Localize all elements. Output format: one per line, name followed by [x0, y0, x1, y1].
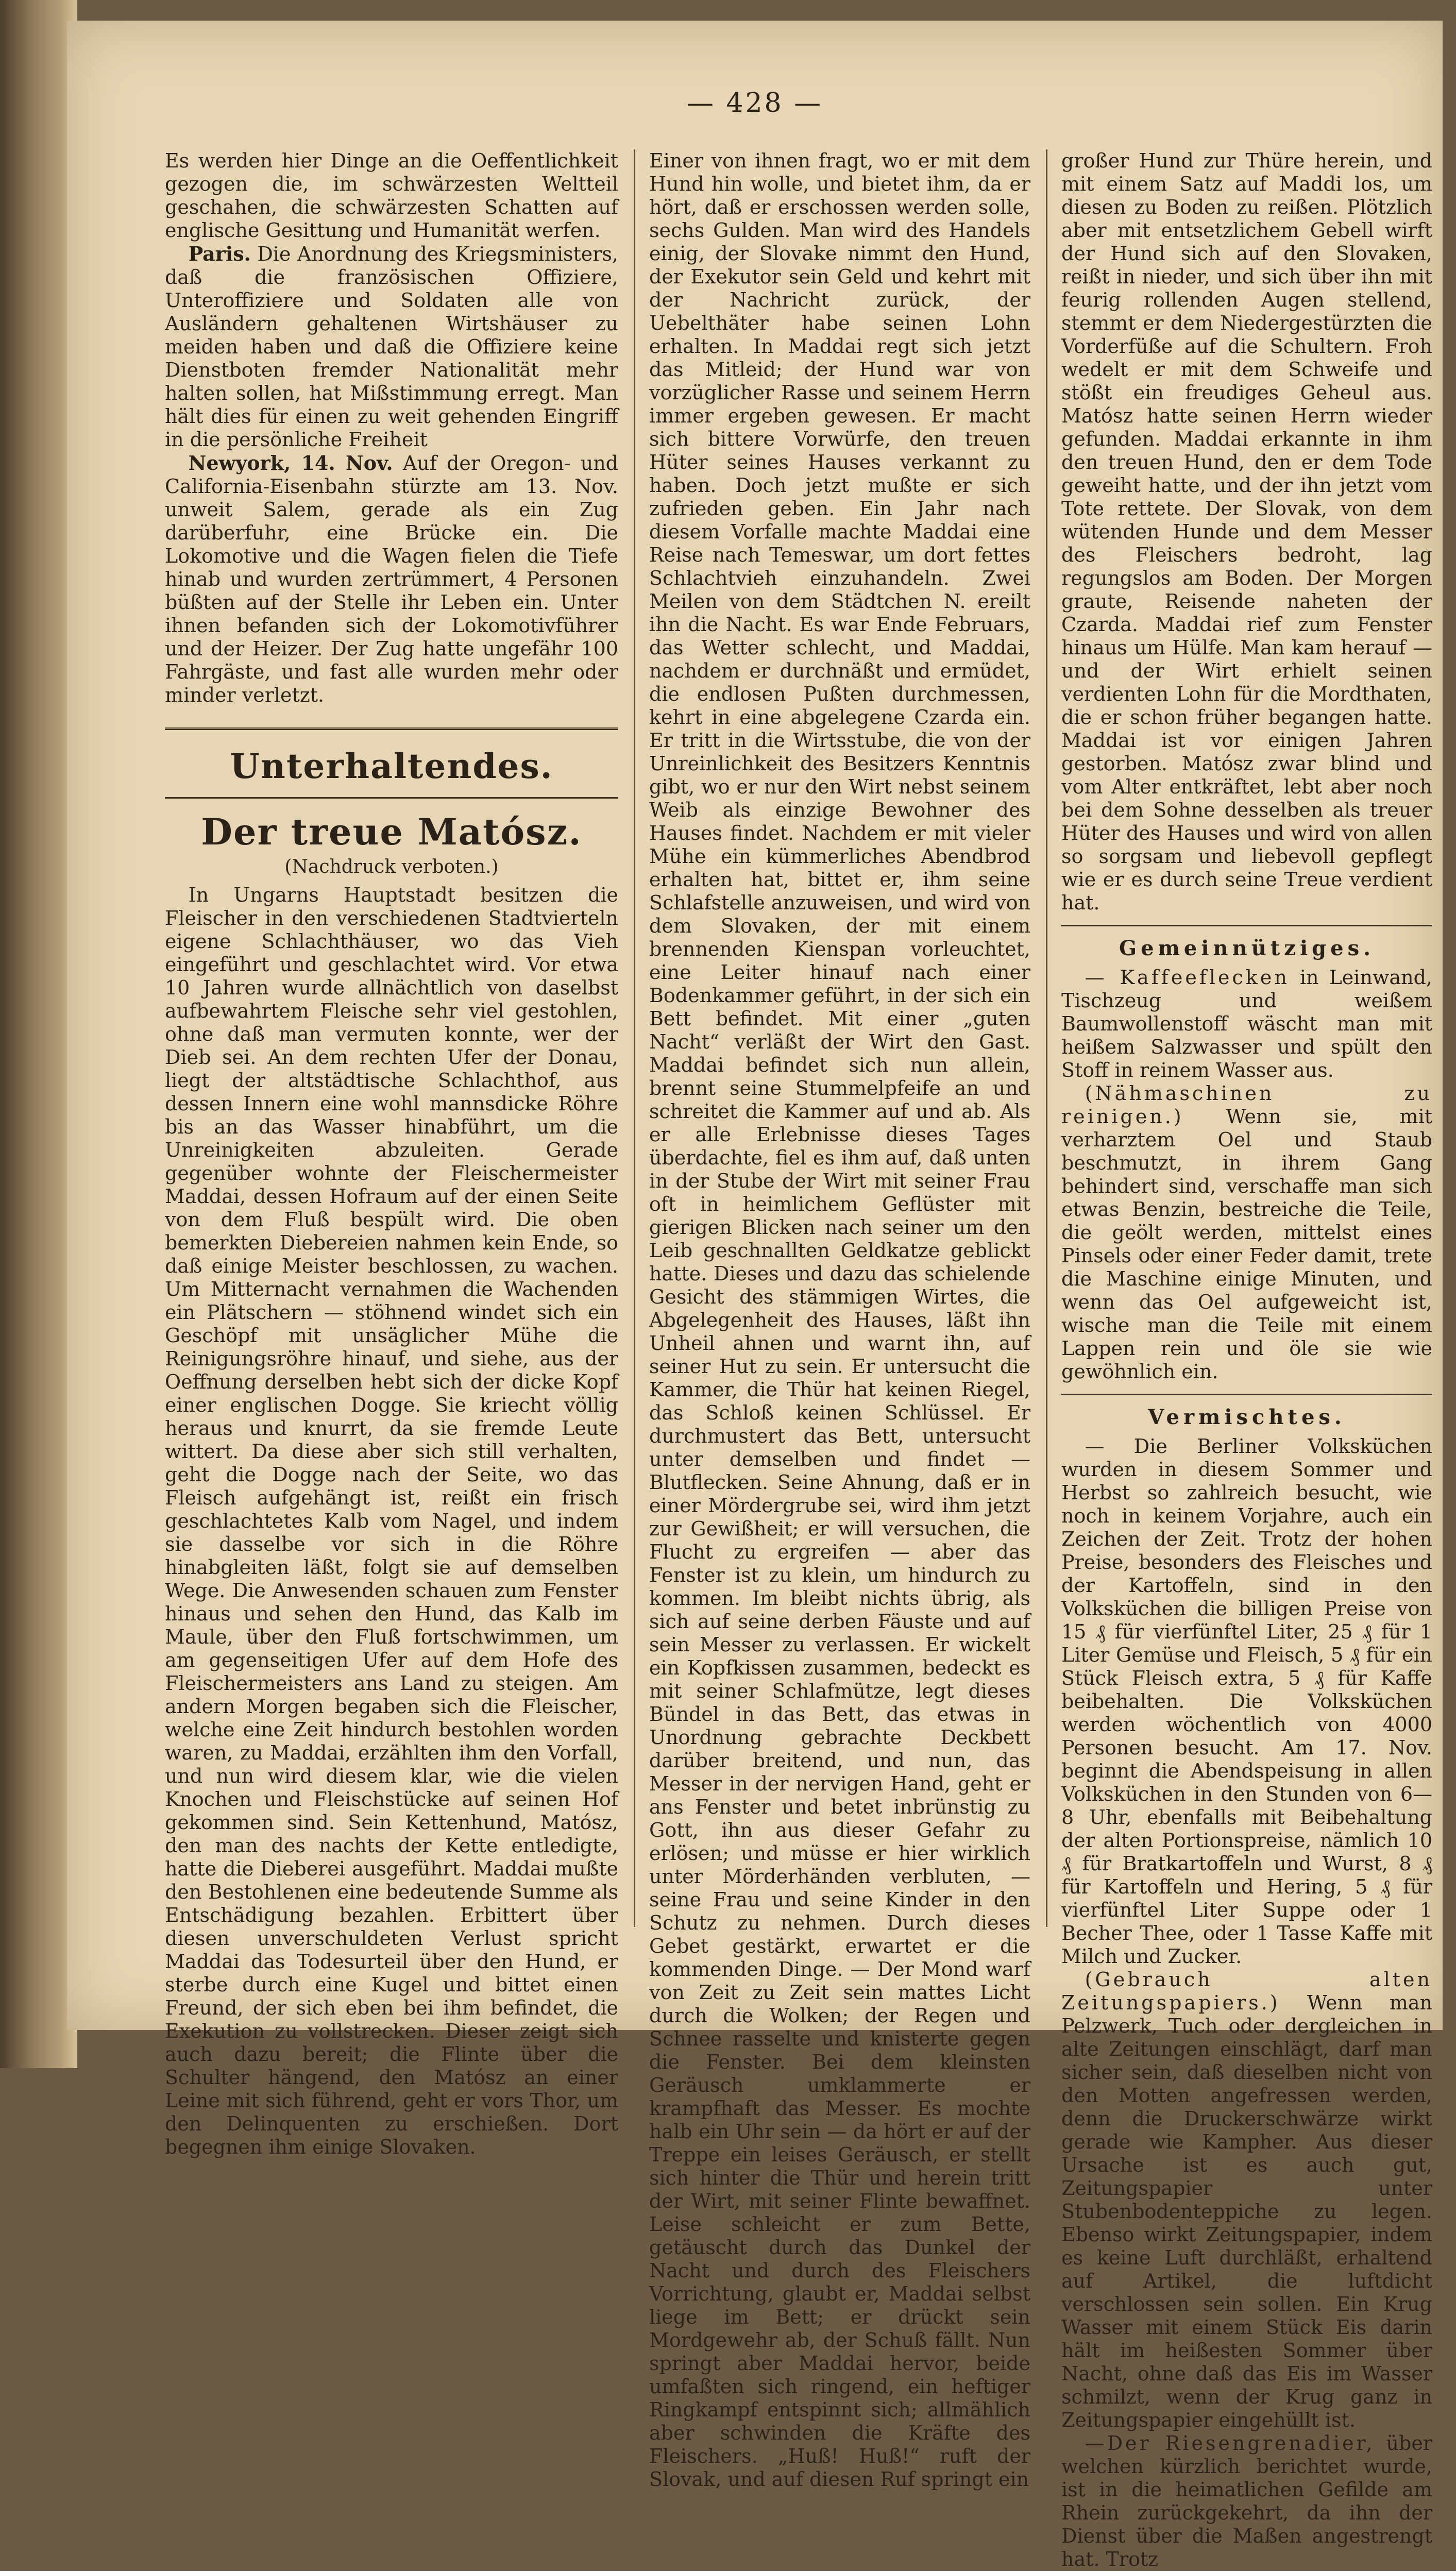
news-item [165, 149, 618, 242]
misc-text: — Die Berliner Volksküchen wurden in diesem Sommer und Herbst so zahlreich besucht, wie noch in keinem Vorjahre, auch ein Zeichen der Zeit. Trotz der hohen Preise, besonders des Fleisches und der Kartoffeln, sind in den Volksküchen die billigen Preise von 15 ₰ für vierfünftel Liter, 25 ₰ für 1 Liter Gemüse und Fleisch, 5 ₰ für ein Stück Fleisch extra, 5 ₰ für Kaffe beibehalten. Die Volksküchen werden wöchentlich von 4000 Personen besucht. Am 17. Nov. beginnt die Abendspeisung in allen Volksküchen in den Stunden von 6—8 Uhr, ebenfalls mit Beibehaltung der alten Portionspreise, nämlich 10 ₰ für Bratkartoffeln und Wurst, 8 ₰ für Kartoffeln und Hering, 5 ₰ für vierfünftel Liter Suppe oder 1 Becher Thee, oder 1 Tasse Kaffe mit Milch und Zucker. [1061, 1435, 1432, 1968]
misc-lead: —Der Riesengrenadier, [1085, 2432, 1375, 2455]
column-divider [1046, 149, 1047, 1927]
story-paragraph: Einer von ihnen fragt, wo er mit dem Hund hin wolle, und bietet ihm, da er hört, daß er erschossen werden solle, sechs Gulden. Man wird des Handels einig, der Slovake nimmt den Hund, der Exekutor sein Geld und kehrt mit der Nachricht zurück, der Uebelthäter habe seinen Lohn erhalten. In Maddai regt sich jetzt das Mitleid; der Hund war von vorzüglicher Rasse und seinem Herrn immer ergeben gewesen. Er macht sich bittere Vorwürfe, den treuen Hüter seines Hauses verkannt zu haben. Doch jetzt mußte er sich zufrieden geben. Ein Jahr nach diesem Vorfalle machte Maddai eine Reise nach Temeswar, um dort fettes Schlachtvieh einzuhandeln. Zwei Meilen von dem Städtchen N. ereilt ihn die Nacht. Es war Ende Februars, das Wetter schlecht, und Maddai, nachdem er durchnäßt und ermüdet, die endlosen Pußten durchmessen, kehrt in eine abgelegene Czarda ein. Er tritt in die Wirtsstube, die von der Unreinlichkeit des Besitzers Kenntnis gibt, wo er nur den Wirt nebst seinem Weib als einzige Bewohner des Hauses findet. Nachdem er mit vieler Mühe ein kümmerliches Abendbrod erhalten hat, bittet er, ihm seine Schlafstelle anzuweisen, und wird von dem Slovaken, der mit einem brennenden Kienspan vorleuchtet, eine Leiter hinauf nach einer Bodenkammer geführt, in der sich ein Bett befindet. Mit einer „guten Nacht“ verläßt der Wirt den Gast. Maddai befindet sich nun allein, brennt seine Stummelpfeife an und schreitet die Kammer auf und ab. Als er alle Erlebnisse dieses Tages überdachte, fiel es ihm auf, daß unten in der Stube der Wirt mit seiner Frau oft in heimlichem Geflüster mit gierigen Blicken nach seiner um den Leib geschnallten Geldkatze geblickt hatte. Dieses und dazu das schielende Gesicht des stämmigen Wirtes, die Abgelegenheit des Hauses, läßt ihn Unheil ahnen und warnt ihn, auf seiner Hut zu sein. Er untersucht die Kammer, die Thür hat keinen Riegel, das Schloß keinen Schlüssel. Er durchmustert das Bett, untersucht unter demselben und findet — Blutflecken. Seine Ahnung, daß er in einer Mördergrube sei, wird ihm jetzt zur Gewißheit; er will versuchen, die Flucht zu ergreifen — aber das Fenster ist zu klein, um hindurch zu kommen. Im bleibt nichts übrig, als sich auf seine derben Fäuste und auf sein Messer zu verlassen. Er wickelt ein Kopfkissen zusammen, bedeckt es mit seiner Schlafmütze, legt dieses Bündel in das Bett, das etwas in Unordnung gebrachte Deckbett darüber breitend, und nun, das Messer in der nervigen Hand, geht er ans Fenster und betet inbrünstig zu Gott, ihn aus dieser Gefahr zu erlösen; und müsse er hier wirklich unter Mörderhänden verbluten, — seine Frau und seine Kinder in den Schutz zu nehmen. Durch dieses Gebet gestärkt, erwartet er die kommenden Dinge. — Der Mond warf von Zeit zu Zeit sein mattes Licht durch die Wolken; der Regen und Schnee rasselte und knisterte gegen die Fenster. Bei dem kleinsten Geräusch umklammerte er krampfhaft das Messer. Es mochte halb ein Uhr sein — da hört er auf der Treppe ein leises Geräusch, er stellt sich hinter die Thür und herein tritt der Wirt, mit seiner Flinte bewaffnet. Leise schleicht er zum Bette, getäuscht durch das Dunkel der Nacht und durch des Fleischers Vorrichtung, glaubt er, Maddai selbst liege im Bett; er drückt sein Mordgewehr ab, der Schuß fällt. Nun springt aber Maddai hervor, beide umfaßten sich ringend, ein heftiger Ringkampf entspinnt sich; allmählich aber schwinden die Kräfte des Fleischers. „Huß! Huß!“ ruft der Slovak, und auf diesen Ruf springt ein [649, 149, 1030, 2491]
section-rule [1061, 925, 1432, 926]
newspaper-page [67, 21, 1443, 2570]
tip-text: Wenn sie, mit verharztem Oel und Staub beschmutzt, in ihrem Gang behindert sind, verschaffe man sich etwas Benzin, bestreiche die Teile, die geölt werden, mittelst eines Pinsels oder einer Feder damit, trete die Maschine einige Minuten, und wenn das Oel aufgeweicht ist, wische man die Teile mit einem Lappen rein und öle sie wie gewöhnlich ein. [1061, 1105, 1432, 1383]
column-divider [634, 149, 635, 1927]
news-text: Es werden hier Dinge an die Oeffentlichkeit gezogen die, im schwärzesten Weltteil geschahen, die schwärzesten Schatten auf englische Gesittung und Humanität werfen. [165, 149, 618, 242]
misc-lead: (Gebrauch alten Zeitungspapiers.) [1061, 1968, 1432, 2014]
column-3 [1061, 149, 1432, 2570]
book-spine [0, 0, 77, 2068]
story-ending: großer Hund zur Thüre herein, und mit einem Satz auf Maddi los, um diesen zu Boden zu reißen. Plötzlich aber mit entsetzlichem Gebell wirft der Hund sich auf den Slovaken, reißt in nieder, und sich über ihn mit feurig rollenden Augen stellend, stemmt er dem Niedergestürzten die Vorderfüße auf die Schultern. Froh wedelt er mit dem Schweife und stößt ein freudiges Geheul aus. Matósz hatte seinen Herrn wieder gefunden. Maddai erkannte in ihm den treuen Hund, den er dem Tode geweiht hatte, und der ihn jetzt vom Tote rettete. Der Slovak, von dem wütenden Hunde und dem Messer des Fleischers bedroht, lag regungslos am Boden. Der Morgen graute, Reisende naheten der Czarda. Maddai rief zum Fenster hinaus um Hülfe. Man kam herauf — und der Wirt erhielt seinen verdienten Lohn für die Mordthaten, die er schon früher begangen hatte. Maddai ist vor einigen Jahren gestorben. Matósz zwar blind und vom Alter entkräftet, lebt aber noch bei dem Sohne desselben als treuer Hüter des Hauses und wird von allen so sorgsam und liebevoll gepflegt wie er es durch seine Treue verdient hat. [1061, 149, 1432, 914]
column-1 [165, 149, 618, 2158]
section-title-vermischtes: Vermischtes. [1148, 1405, 1346, 1429]
column-2 [649, 149, 1030, 2491]
news-dateline: Paris. [188, 242, 251, 265]
story-copyright-note: (Nachdruck verboten.) [284, 856, 499, 877]
title-rule [165, 797, 618, 799]
tip-lead: — Kaffeeflecken [1085, 966, 1290, 989]
misc-text: Wenn man Pelzwerk, Tuch oder dergleichen in alte Zeitungen einschlägt, darf man sicher sein, daß dieselben nicht von den Motten angefressen werden, denn die Druckerschwärze wirkt gerade wie Kampher. Aus dieser Ursache ist es auch gut, Zeitungspapier unter Stubenbodenteppiche zu legen. Ebenso wirkt Zeitungspapier, indem es keine Luft durchläßt, erhaltend auf Artikel, die luftdicht verschlossen sein sollen. Ein Krug Wasser mit einem Stück Eis darin hält im heißesten Sommer über Nacht, ohne daß das Eis im Wasser schmilzt, wenn der Krug ganz in Zeitungspapier eingehüllt ist. [1061, 1991, 1432, 2431]
page-number: — 428 — [686, 88, 823, 119]
news-text: Auf der Oregon- und California-Eisenbahn stürzte am 13. Nov. unweit Salem, gerade als ein Zug darüberfuhr, eine Brücke ein. Die Lokomotive und die Wagen fielen die Tiefe hinab und wurden zertrümmert, 4 Personen büßten auf der Stelle ihr Leben ein. Unter ihnen befanden sich der Lokomotivführer und der Heizer. Der Zug hatte ungefähr 100 Fahrgäste, und fast alle wurden mehr oder minder verletzt. [165, 452, 618, 706]
section-rule [165, 728, 618, 730]
story-title: Der treue Matósz. [201, 810, 582, 853]
misc-text: über welchen kürzlich berichtet wurde, ist in die heimatlichen Gefilde am Rhein zurückgekehrt, da ihn der Dienst über die Maßen angestrengt hat. Trotz [1061, 2432, 1432, 2570]
news-dateline: Newyork, 14. Nov. [188, 451, 393, 475]
tip-text: in Leinwand, Tischzeug und weißem Baumwollenstoff wäscht man mit heißem Salzwasser und spült den Stoff in reinem Wasser aus. [1061, 966, 1432, 1081]
misc-item [1061, 1435, 1432, 1968]
section-rule [1061, 1394, 1432, 1395]
section-title-gemeinnuetziges: Gemeinnütziges. [1119, 936, 1375, 960]
news-item [165, 451, 618, 707]
news-text: Die Anordnung des Kriegsministers, daß die französischen Offiziere, Unteroffiziere und Soldaten alle von Ausländern gehaltenen Wirtshäuser zu meiden haben und daß die Offiziere keine Dienstboten fremder Nationalität mehr halten sollen, hat Mißstimmung erregt. Man hält dies für einen zu weit gehenden Eingriff in die persönliche Freiheit [165, 243, 618, 451]
tip-item [1061, 1082, 1432, 1383]
tip-item [1061, 966, 1432, 1082]
tip-lead: (Nähmaschinen zu reinigen.) [1061, 1082, 1432, 1128]
misc-item [1061, 1968, 1432, 2432]
misc-item [1061, 2432, 1432, 2571]
section-title-unterhaltendes: Unterhaltendes. [230, 746, 553, 786]
story-paragraph: In Ungarns Hauptstadt besitzen die Fleischer in den verschiedenen Stadtvierteln eigene Schlachthäuser, wo das Vieh eingeführt und geschlachtet wird. Vor etwa 10 Jahren wurde allnächtlich von daselbst aufbewahrtem Fleische sehr viel gestohlen, ohne daß man vermuten konnte, wer der Dieb sei. An dem rechten Ufer der Donau, liegt der altstädtische Schlachthof, aus dessen Innern eine wohl mannsdicke Röhre bis an das Wasser hinabführt, um die Unreinigkeiten abzuleiten. Gerade gegenüber wohnte der Fleischermeister Maddai, dessen Hofraum auf der einen Seite von dem Fluß bespült wird. Die oben bemerkten Diebereien nahmen kein Ende, so daß einige Meister beschlossen, zu wachen. Um Mitternacht vernahmen die Wachenden ein Plätschern — stöhnend windet sich ein Geschöpf mit unsäglicher Mühe die Reinigungsröhre hinauf, und siehe, aus der Oeffnung derselben hebt sich der dicke Kopf einer englischen Dogge. Sie kriecht völlig heraus und knurrt, da sie fremde Leute wittert. Da diese aber sich still verhalten, geht die Dogge nach der Seite, wo das Fleisch aufgehängt ist, reißt ein frisch geschlachtetes Kalb vom Nagel, und indem sie dasselbe vor sich in die Röhre hinabgleiten läßt, folgt sie auf demselben Wege. Die Anwesenden schauen zum Fenster hinaus und sehen den Hund, das Kalb im Maule, über den Fluß fortschwimmen, um am gegenseitigen Ufer auf dem Hofe des Fleischermeisters ans Land zu steigen. Am andern Morgen begaben sich die Fleischer, welche eine Zeit hindurch bestohlen worden waren, zu Maddai, erzählten ihm den Vorfall, und nun wird diesem klar, wie die vielen Knochen und Fleischstücke auf seinen Hof gekommen sind. Sein Kettenhund, Matósz, den man des nachts der Kette entledigte, hatte die Dieberei ausgeführt. Maddai mußte den Bestohlenen eine bedeutende Summe als Entschädigung bezahlen. Erbittert über diesen unverschuldeten Verlust spricht Maddai das Todesurteil über den Hund, er sterbe durch eine Kugel und bittet einen Freund, der sich eben bei ihm befindet, die Exekution zu vollstrecken. Dieser zeigt sich auch dazu bereit; die Flinte über die Schulter hängend, den Matósz an einer Leine mit sich führend, geht er vors Thor, um den Delinquenten zu erschießen. Dort begegnen ihm einige Slovaken. [165, 884, 618, 2158]
news-item [165, 242, 618, 451]
